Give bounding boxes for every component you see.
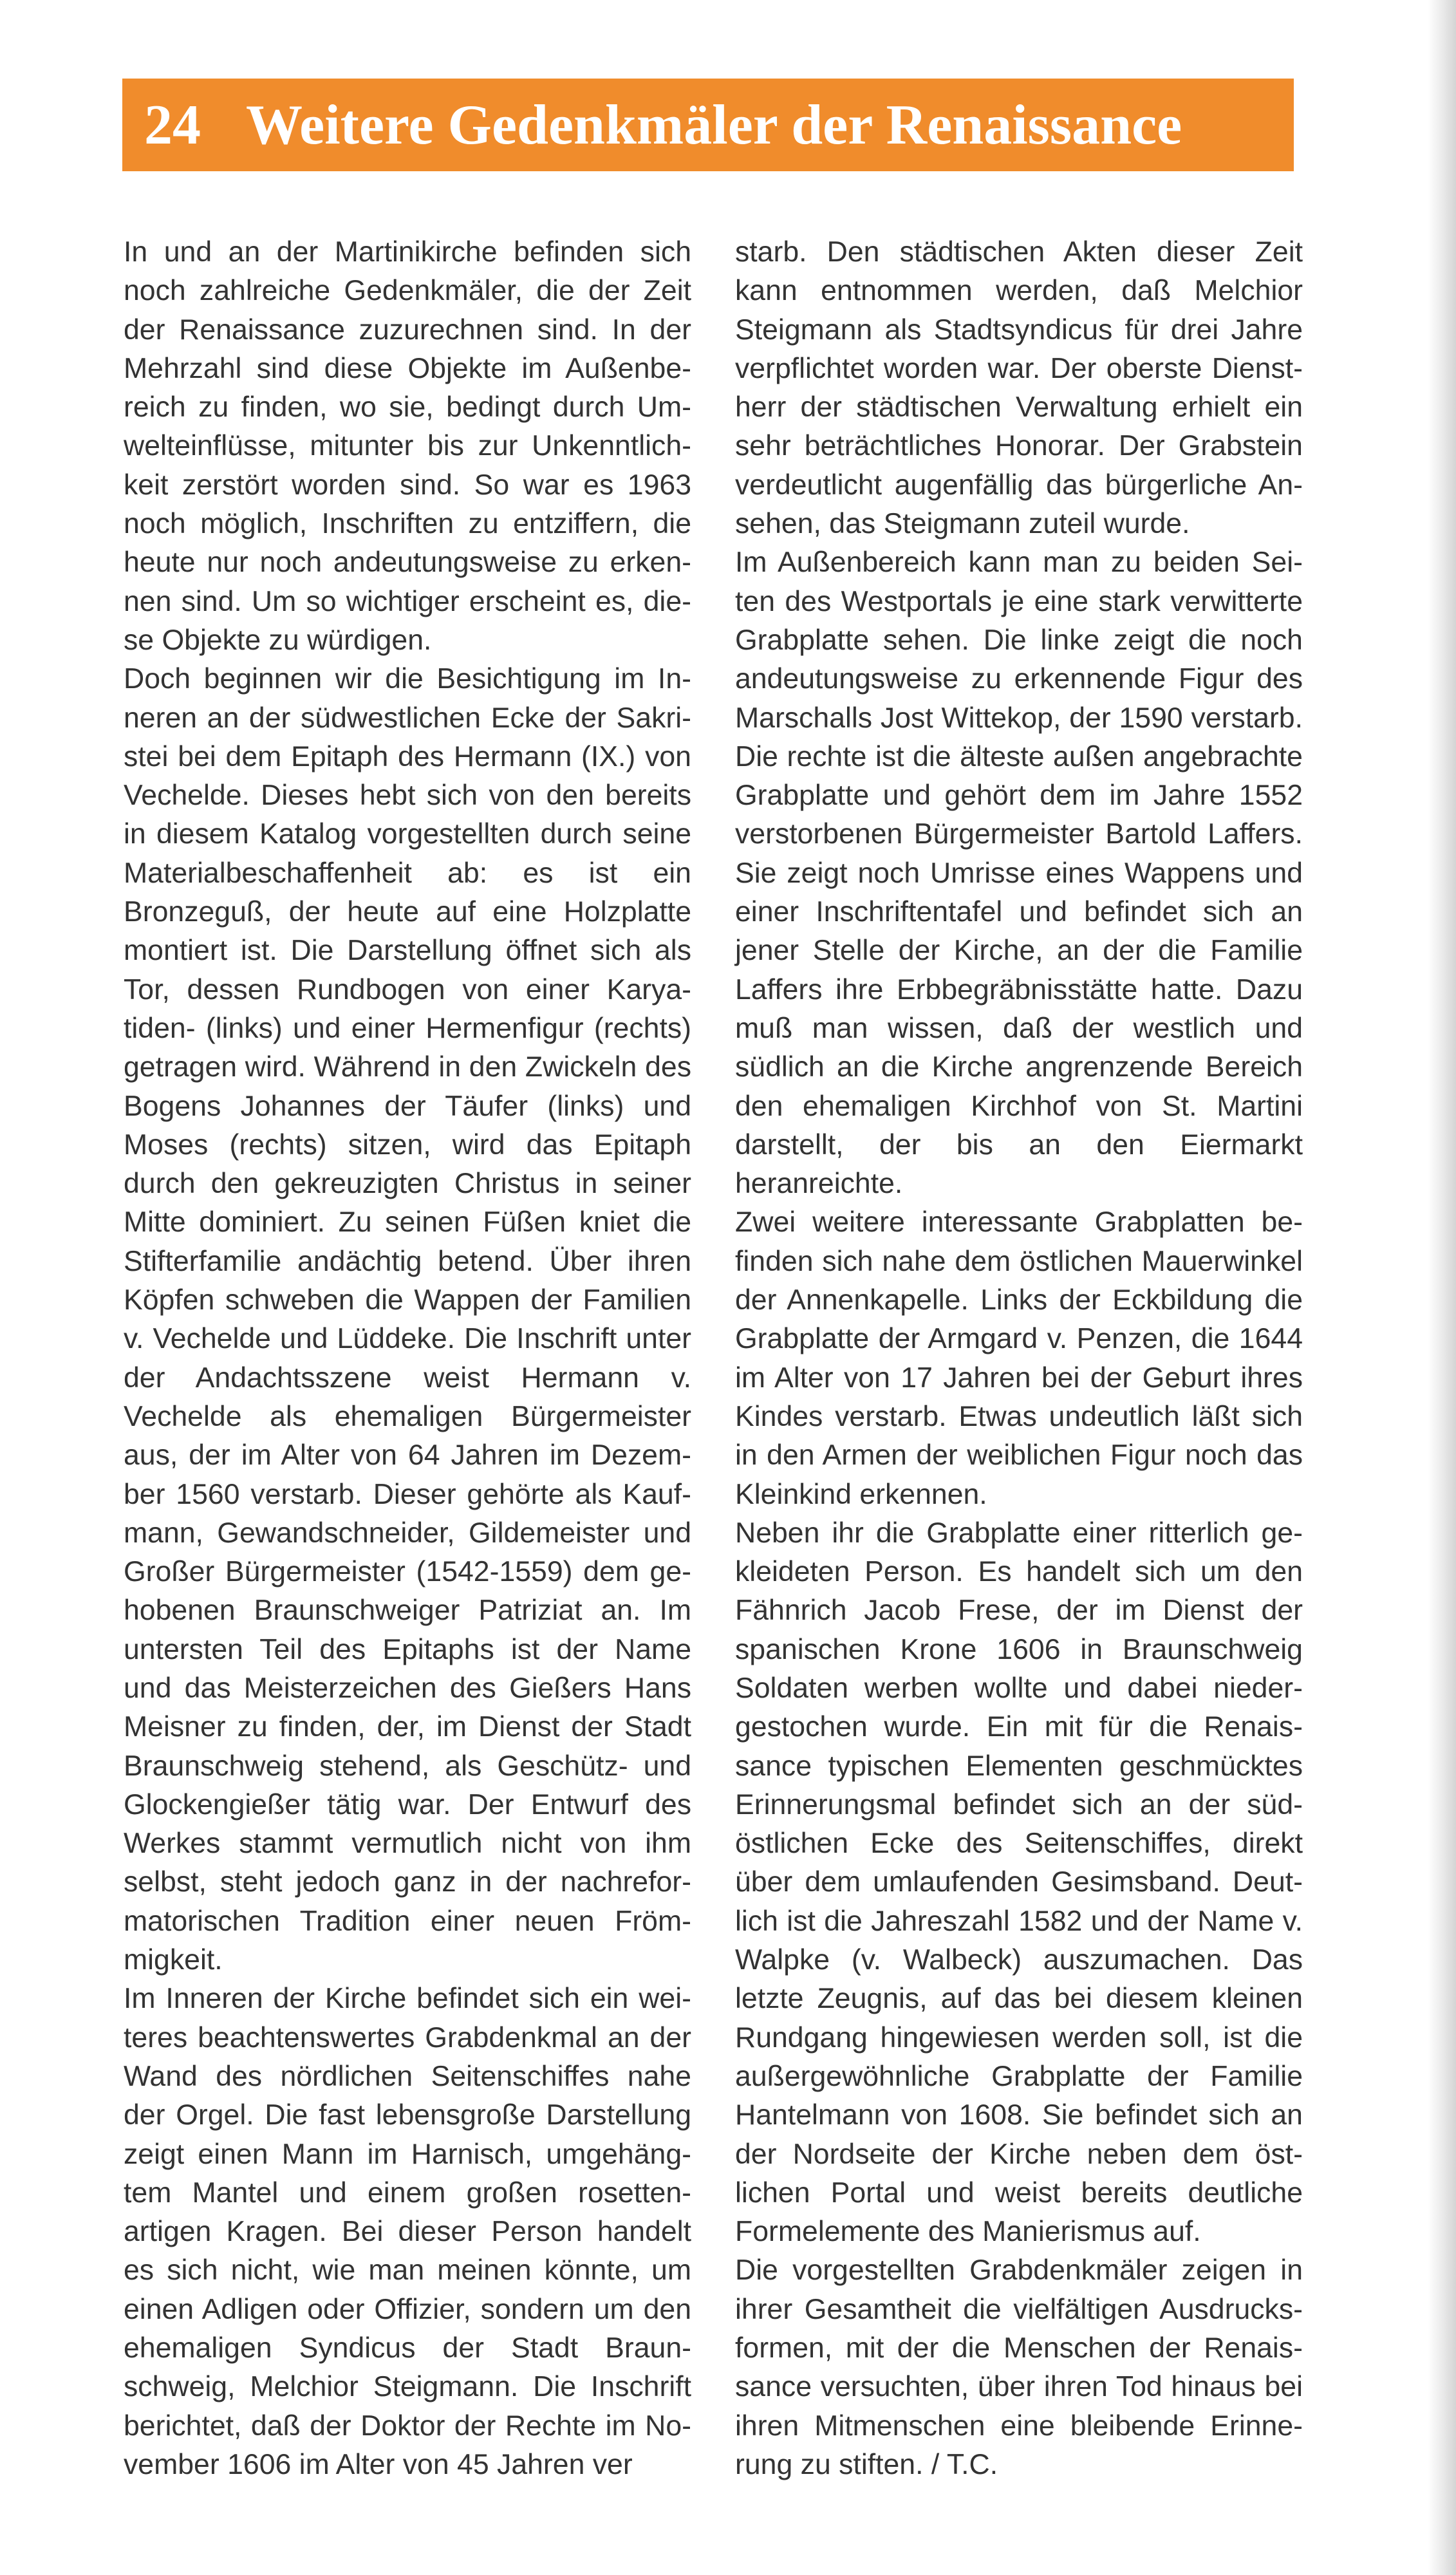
paragraph: Die vorgestellten Grabdenkmäler zeigen in ihrer Gesamtheit die vielfältigen Ausdrucksformen, mit der die Menschen der Renaissance versuchten, über ihren Tod hinaus bei ihren Mitmenschen eine bleibende Erinnerung zu stiften. / T.C. [735, 2254, 1303, 2480]
right-text-column [735, 233, 1303, 2484]
page-number: 24 [144, 93, 201, 156]
paragraph: Im Außenbereich kann man zu beiden Seiten des Westportals je eine stark verwitterte Grabplatte sehen. Die linke zeigt die noch andeutungsweise zu erkennende Figur des Marschalls Jost Wittekop, der 1590 verstarb. Die rechte ist die älteste außen angebrachte Grabplatte und gehört dem im Jahre 1552 verstorbenen Bürgermeister Bartold Laffers. Sie zeigt noch Umrisse eines Wappens und einer Inschriftentafel und befindet sich an jener Stelle der Kirche, an der die Familie Laffers ihre Erbbegräbnisstätte hatte. Dazu muß man wissen, daß der westlich und südlich an die Kirche angrenzende Bereich den ehemaligen Kirchhof von St. Martini darstellt, der bis an den Eiermarkt heranreichte. [735, 547, 1303, 1200]
left-text-column [124, 233, 691, 2484]
chapter-title: Weitere Gedenkmäler der Renaissance [246, 93, 1182, 156]
paragraph: Zwei weitere interessante Grabplatten befinden sich nahe dem östlichen Mauerwinkel der Annenkapelle. Links der Eckbildung die Grabplatte der Armgard v. Penzen, die 1644 im Alter von 17 Jahren bei der Geburt ihres Kindes verstarb. Etwas undeutlich läßt sich in den Armen der weiblichen Figur noch das Kleinkind erkennen. [735, 1206, 1303, 1510]
paragraph: starb. Den städtischen Akten dieser Zeit kann entnommen werden, daß Melchior Steigmann als Stadtsyndicus für drei Jahre verpflichtet worden war. Der oberste Dienstherr der städtischen Verwaltung erhielt ein sehr beträchtliches Honorar. Der Grabstein verdeutlicht augenfällig das bürgerliche Ansehen, das Steigmann zuteil wurde. [735, 236, 1303, 540]
paragraph: In und an der Martinikirche befinden sich noch zahlreiche Gedenkmäler, die der Zeit der Renaissance zuzurechnen sind. In der Mehrzahl sind diese Objekte im Außenbereich zu finden, wo sie, bedingt durch Umwelteinflüsse, mitunter bis zur Unkenntlichkeit zerstört worden sind. So war es 1963 noch möglich, Inschriften zu entziffern, die heute nur noch andeutungsweise zu erkennen sind. Um so wichtiger erscheint es, diese Objekte zu würdigen. [124, 236, 691, 656]
page-edge-shadow [1428, 0, 1456, 2575]
chapter-title-bar [122, 79, 1294, 171]
paragraph: Neben ihr die Grabplatte einer ritterlich gekleideten Person. Es handelt sich um den Fähnrich Jacob Frese, der im Dienst der spanischen Krone 1606 in Braunschweig Soldaten werben wollte und dabei niedergestochen wurde. Ein mit für die Renaissance typischen Elementen geschmücktes Erinnerungsmal befindet sich an der südöstlichen Ecke des Seitenschiffes, direkt über dem umlaufenden Gesimsband. Deutlich ist die Jahreszahl 1582 und der Name v. Walpke (v. Walbeck) auszumachen. Das letzte Zeugnis, auf das bei diesem kleinen Rundgang hingewiesen werden soll, ist die außergewöhnliche Grabplatte der Familie Hantelmann von 1608. Sie befindet sich an der Nordseite der Kirche neben dem östlichen Portal und weist bereits deutliche Formelemente des Manierismus auf. [735, 1517, 1303, 2248]
paragraph: Doch beginnen wir die Besichtigung im Inneren an der südwestlichen Ecke der Sakristei bei dem Epitaph des Hermann (IX.) von Vechelde. Dieses hebt sich von den bereits in diesem Katalog vorgestellten durch seine Materialbeschaffenheit ab: es ist ein Bronzeguß, der heute auf eine Holzplatte montiert ist. Die Darstellung öffnet sich als Tor, dessen Rundbogen von einer Karyatiden- (links) und einer Hermenfigur (rechts) getragen wird. Während in den Zwickeln des Bogens Johannes der Täufer (links) und Moses (rechts) sitzen, wird das Epitaph durch den gekreuzigten Christus in seiner Mitte dominiert. Zu seinen Füßen kniet die Stifterfamilie andächtig betend. Über ihren Köpfen schweben die Wappen der Familien v. Vechelde und Lüddeke. Die Inschrift unter der Andachtsszene weist Hermann v. Vechelde als ehemaligen Bürgermeister aus, der im Alter von 64 Jahren im Dezember 1560 verstarb. Dieser gehörte als Kaufmann, Gewandschneider, Gildemeister und Großer Bürgermeister (1542-1559) dem gehobenen Braunschweiger Patriziat an. Im untersten Teil des Epitaphs ist der Name und das Meisterzeichen des Gießers Hans Meisner zu finden, der, im Dienst der Stadt Braunschweig stehend, als Geschütz- und Glockengießer tätig war. Der Entwurf des Werkes stammt vermutlich nicht von ihm selbst, steht jedoch ganz in der nachreformatorischen Tradition einer neuen Frömmigkeit. [124, 663, 691, 1976]
paragraph: Im Inneren der Kirche befindet sich ein weiteres beachtenswertes Grabdenkmal an der Wand des nördlichen Seitenschiffes nahe der Orgel. Die fast lebensgroße Darstellung zeigt einen Mann im Harnisch, umgehängtem Mantel und einem großen rosettenartigen Kragen. Bei dieser Person handelt es sich nicht, wie man meinen könnte, um einen Adligen oder Offizier, sondern um den ehemaligen Syndicus der Stadt Braunschweig, Melchior Steigmann. Die Inschrift berichtet, daß der Doktor der Rechte im November 1606 im Alter von 45 Jahren ver [124, 1983, 691, 2480]
